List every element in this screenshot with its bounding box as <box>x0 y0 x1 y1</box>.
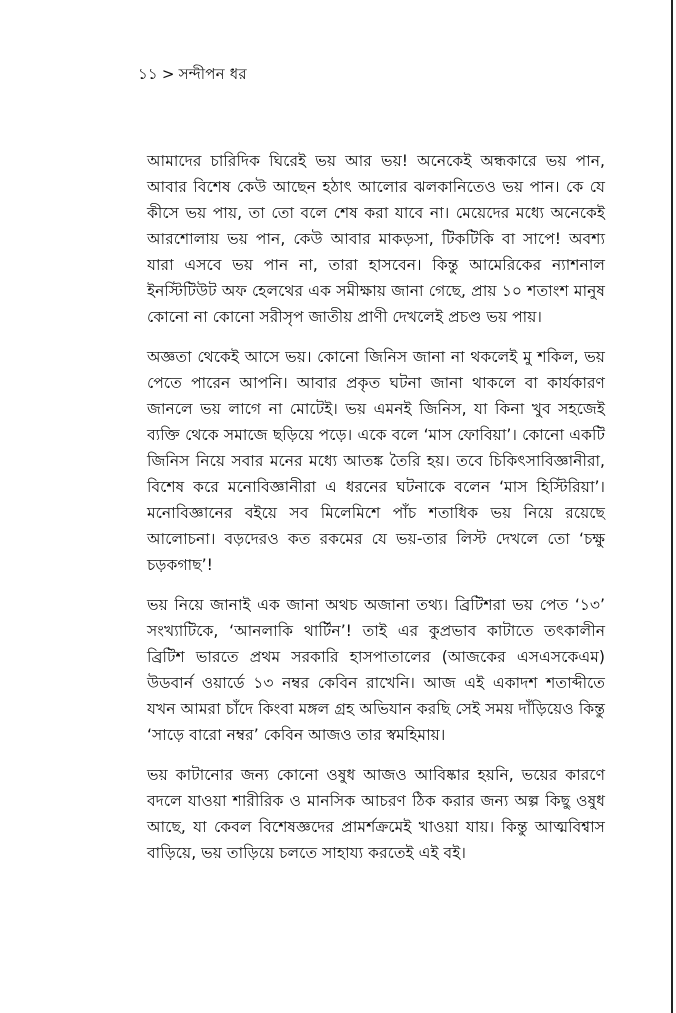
author-name: সন্দীপন ধর <box>178 65 247 83</box>
header-separator: > <box>161 65 175 83</box>
body-text <box>147 148 605 880</box>
page-number: ১১ <box>138 65 158 83</box>
paragraph-intro: আমাদের চারিদিক ঘিরেই ভয় আর ভয়! অনেকেই অন্ধকারে ভয় পান, আবার বিশেষ কেউ আছেন হঠাৎ আলোর ঝলকানিতেও ভয় পান। কে যে কীসে ভয় পায়, তা তো বলে শেষ করা যাবে না। মেয়েদের মধ্যে অনেকেই আরশোলায় ভয় পান, কেউ আবার মাকড়সা, টিকটিকি বা সাপে! অবশ্য যারা এসবে ভয় পান না, তারা হাসবেন। কিন্তু আমেরিকের ন্যাশনাল ইনস্টিটিউট অফ হেলথের এক সমীক্ষায় জানা গেছে, প্রায় ১০ শতাংশ মানুষ কোনো না কোনো সরীসৃপ জাতীয় প্রাণী দেখলেই প্রচণ্ড ভয় পায়। <box>147 152 605 326</box>
running-header <box>138 63 247 88</box>
paragraph-conclusion: ভয় কাটানোর জন্য কোনো ওষুধ আজও আবিষ্কার হয়নি, ভয়ের কারণে বদলে যাওয়া শারীরিক ও মানসিক আচরণ ঠিক করার জন্য অল্প কিছু ওষুধ আছে, যা কেবল বিশেষজ্ঞদের প্রামর্শক্রমেই খাওয়া যায়। কিন্তু আত্মবিশ্বাস বাড়িয়ে, ভয় তাড়িয়ে চলতে সাহায্য করতেই এই বই। <box>147 766 605 862</box>
page-edge-rule <box>671 0 673 1013</box>
paragraph-thirteen: ভয় নিয়ে জানাই এক জানা অথচ অজানা তথ্য। ব্রিটিশরা ভয় পেত ‘১৩’ সংখ্যাটিকে, ‘আনলাকি থার্টিন’! তাই এর কুপ্রভাব কাটাতে তৎকালীন ব্রিটিশ ভারতে প্রথম সরকারি হাসপাতালের (আজকের এসএসকেএম) উডবার্ন ওয়ার্ডে ১৩ নম্বর কেবিন রাখেনি। আজ এই একাদশ শতাব্দীতে যখন আমরা চাঁদে কিংবা মঙ্গল গ্রহ অভিযান করছি সেই সময় দাঁড়িয়েও কিন্তু ‘সাড়ে বারো নম্বর’ কেবিন আজও তার স্বমহিমায়। <box>147 596 605 744</box>
paragraph-ignorance: অজ্ঞতা থেকেই আসে ভয়। কোনো জিনিস জানা না থকলেই মু শকিল, ভয় পেতে পারেন আপনি। আবার প্রকৃত ঘটনা জানা থাকলে বা কার্যকারণ জানলে ভয় লাগে না মোটেই। ভয় এমনই জিনিস, যা কিনা খুব সহজেই ব্যক্তি থেকে সমাজে ছড়িয়ে পড়ে। একে বলে ‘মাস ফোবিয়া’। কোনো একটি জিনিস নিয়ে সবার মনের মধ্যে আতঙ্ক তৈরি হয়। তবে চিকিৎসাবিজ্ঞানীরা, বিশেষ করে মনোবিজ্ঞানীরা এ ধরনের ঘটনাকে বলেন ‘মাস হিস্টিরিয়া’। মনোবিজ্ঞানের বইয়ে সব মিলেমিশে পাঁচ শতাধিক ভয় নিয়ে রয়েছে আলোচনা। বড়দেরও কত রকমের যে ভয়-তার লিস্ট দেখলে তো ‘চক্ষু চড়কগাছ’! <box>147 348 605 574</box>
